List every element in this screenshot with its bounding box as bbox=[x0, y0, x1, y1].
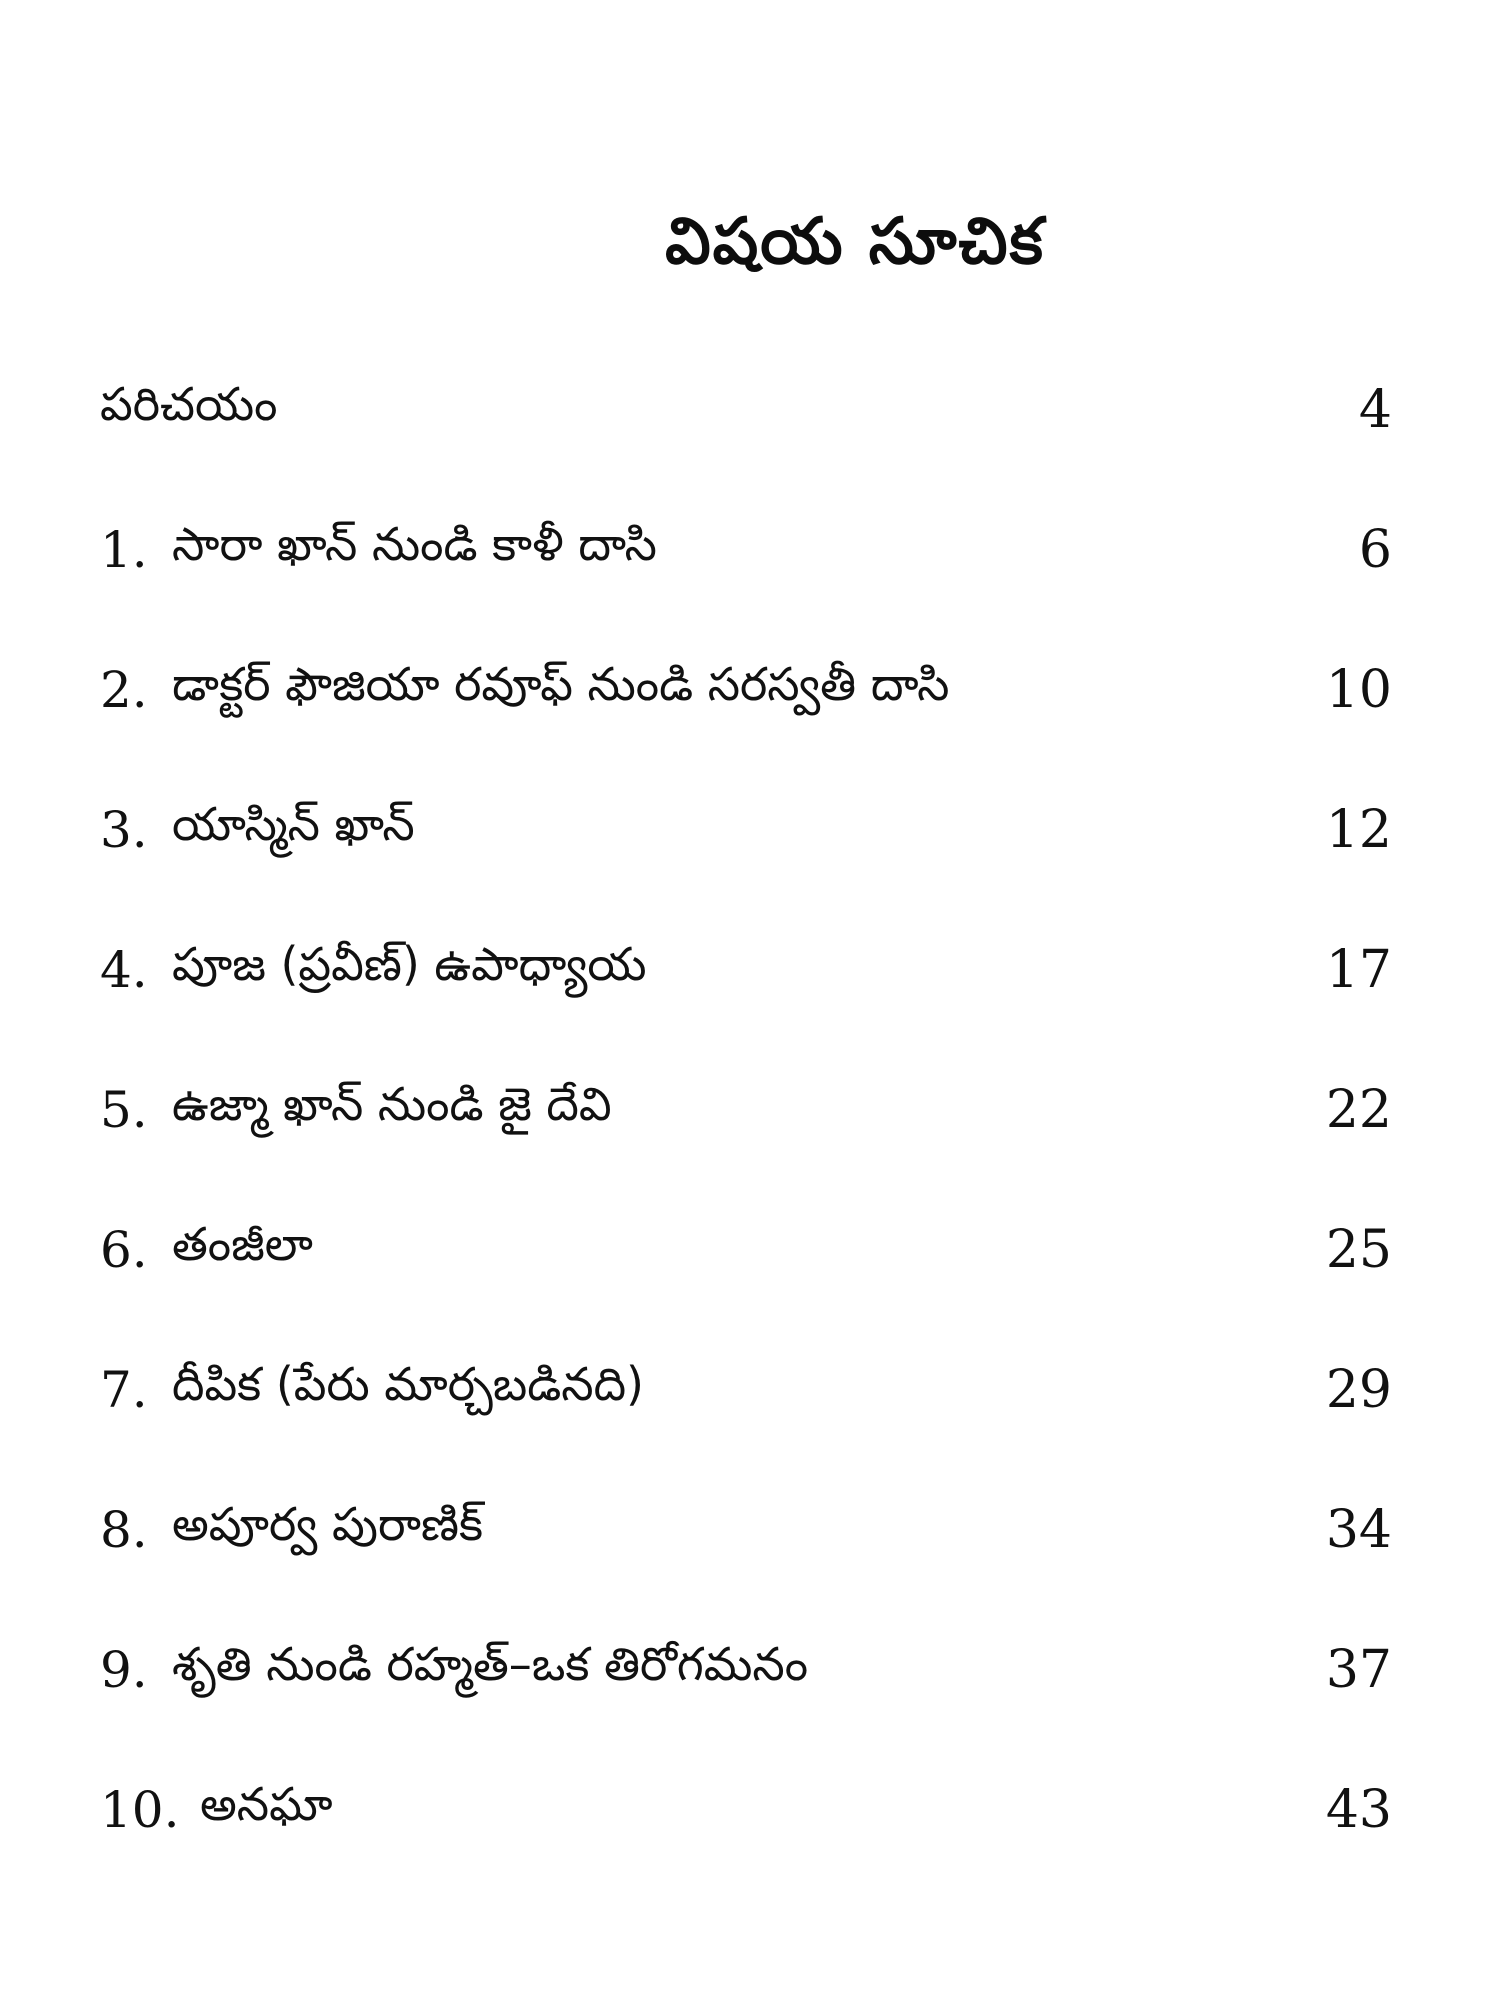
page-title: విషయ సూచిక bbox=[665, 205, 1045, 279]
toc-entry-title: ఉజ్మా ఖాన్ నుండి జై దేవి bbox=[172, 1077, 612, 1131]
toc-entry-number: 6. bbox=[100, 1221, 148, 1279]
toc-entry-number: 7. bbox=[100, 1361, 148, 1419]
toc-entry bbox=[100, 1040, 1400, 1180]
toc-entry bbox=[100, 1740, 1400, 1880]
toc-entry-number: 9. bbox=[100, 1641, 148, 1699]
toc-entry-page: 34 bbox=[1325, 1500, 1392, 1560]
toc-entry-title: అనఘా bbox=[200, 1777, 333, 1831]
toc-entry-title: సారా ఖాన్ నుండి కాళీ దాసి bbox=[172, 517, 657, 571]
toc-entry-introduction bbox=[100, 340, 1400, 480]
toc-entry-title: పరిచయం bbox=[100, 377, 278, 431]
toc-entry-page: 6 bbox=[1358, 520, 1392, 580]
toc-entry-title: పూజ (ప్రవీణ్) ఉపాధ్యాయ bbox=[172, 937, 647, 991]
table-of-contents bbox=[100, 340, 1400, 1880]
toc-entry-number: 10. bbox=[100, 1781, 180, 1839]
toc-entry-page: 10 bbox=[1325, 660, 1392, 720]
toc-entry-title: యాస్మిన్ ఖాన్ bbox=[172, 797, 415, 851]
toc-entry-page: 22 bbox=[1325, 1080, 1392, 1140]
toc-entry bbox=[100, 1600, 1400, 1740]
toc-entry-title: శృతి నుండి రహ్మత్–ఒక తిరోగమనం bbox=[172, 1637, 809, 1691]
toc-entry-number: 2. bbox=[100, 661, 148, 719]
toc-entry-page: 37 bbox=[1325, 1640, 1392, 1700]
toc-entry-page: 17 bbox=[1325, 940, 1392, 1000]
toc-entry-page: 43 bbox=[1325, 1780, 1392, 1840]
toc-entry-page: 25 bbox=[1325, 1220, 1392, 1280]
toc-entry-page: 12 bbox=[1325, 800, 1392, 860]
toc-entry bbox=[100, 900, 1400, 1040]
toc-entry bbox=[100, 1180, 1400, 1320]
toc-entry bbox=[100, 760, 1400, 900]
toc-entry-number: 1. bbox=[100, 521, 148, 579]
toc-entry-title: డాక్టర్ ఫౌజియా రవూఫ్ నుండి సరస్వతీ దాసి bbox=[172, 657, 950, 711]
toc-entry-title: అపూర్వ పురాణిక్ bbox=[172, 1497, 484, 1551]
toc-entry bbox=[100, 620, 1400, 760]
toc-entry-number: 3. bbox=[100, 801, 148, 859]
toc-entry-title: దీపిక (పేరు మార్చబడినది) bbox=[172, 1357, 645, 1411]
toc-entry-number: 4. bbox=[100, 941, 148, 999]
toc-entry-number: 5. bbox=[100, 1081, 148, 1139]
toc-entry-page: 29 bbox=[1325, 1360, 1392, 1420]
toc-entry-page: 4 bbox=[1358, 380, 1392, 440]
toc-entry bbox=[100, 1320, 1400, 1460]
toc-entry-title: తంజీలా bbox=[172, 1217, 313, 1271]
toc-entry bbox=[100, 1460, 1400, 1600]
toc-entry bbox=[100, 480, 1400, 620]
toc-entry-number: 8. bbox=[100, 1501, 148, 1559]
